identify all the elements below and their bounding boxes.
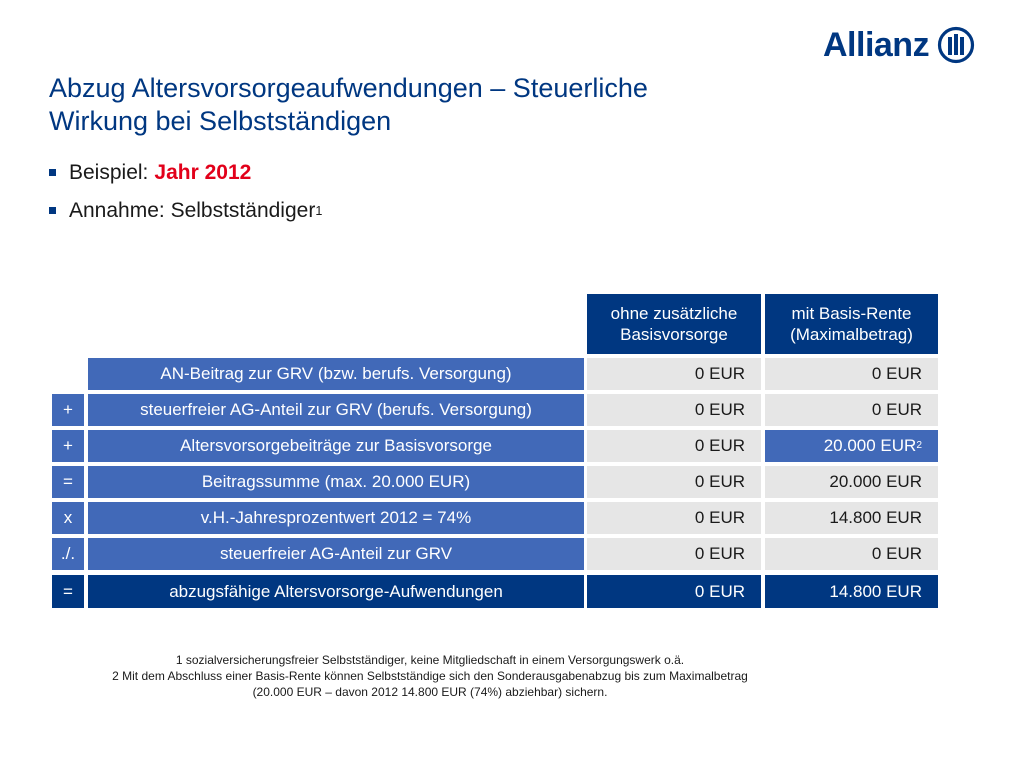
row-label: Beitragssumme (max. 20.000 EUR) (88, 466, 584, 498)
bullet-assumption: Annahme: Selbstständiger 1 (49, 198, 322, 224)
row-value-with: 0 EUR (765, 394, 938, 426)
brand-name: Allianz (823, 26, 930, 64)
row-value-without: 0 EUR (587, 358, 761, 390)
row-operator: + (52, 394, 84, 426)
row-value-without: 0 EUR (587, 394, 761, 426)
allianz-eagle-icon (937, 26, 975, 64)
row-operator: x (52, 502, 84, 534)
footnote-2: 2 Mit dem Abschluss einer Basis-Rente können Selbstständige sich den Sonderausgabenabzug bis zum Maximalbetrag (112, 669, 748, 683)
square-bullet-icon (49, 169, 56, 176)
footnotes (40, 652, 820, 700)
row-value-with: 20.000 EUR 2 (765, 430, 938, 462)
col-header-without-line2: Basisvorsorge (620, 325, 728, 344)
row-label: v.H.-Jahresprozentwert 2012 = 74% (88, 502, 584, 534)
allianz-logo (823, 26, 975, 64)
row-label: steuerfreier AG-Anteil zur GRV (berufs. Versorgung) (88, 394, 584, 426)
page-title (49, 72, 809, 138)
row-value-with: 0 EUR (765, 358, 938, 390)
row-operator: = (52, 466, 84, 498)
row-value-without: 0 EUR (587, 430, 761, 462)
row-label: Altersvorsorgebeiträge zur Basisvorsorge (88, 430, 584, 462)
col-header-with-line1: mit Basis-Rente (791, 304, 912, 323)
bullet-example (49, 160, 322, 186)
bullet-assumption-text: Annahme: Selbstständiger (69, 199, 316, 222)
result-value-without: 0 EUR (587, 575, 761, 608)
col-header-without-line1: ohne zusätzliche (610, 304, 738, 323)
col-header-without (587, 294, 761, 354)
row-value-with: 20.000 EUR (765, 466, 938, 498)
square-bullet-icon (49, 207, 56, 214)
row-label: steuerfreier AG-Anteil zur GRV (88, 538, 584, 570)
col-header-with (765, 294, 938, 354)
row-operator: + (52, 430, 84, 462)
bullet-example-year: Jahr 2012 (154, 161, 252, 184)
row-operator: ./. (52, 538, 84, 570)
row-value-without: 0 EUR (587, 466, 761, 498)
title-line-2: Wirkung bei Selbstständigen (49, 106, 392, 136)
row-value-with: 0 EUR (765, 538, 938, 570)
result-operator: = (52, 575, 84, 608)
footnote-1: 1 sozialversicherungsfreier Selbstständiger, keine Mitgliedschaft in einem Versorgungswerk o.ä. (175, 653, 685, 667)
result-label: abzugsfähige Altersvorsorge-Aufwendungen (88, 575, 584, 608)
row-value-without: 0 EUR (587, 538, 761, 570)
row-value-with-amount: 20.000 EUR (823, 436, 917, 455)
footnote-2-continued: (20.000 EUR – davon 2012 14.800 EUR (74%) abziehbar) sichern. (252, 685, 608, 699)
bullet-example-text: Beispiel: (69, 161, 149, 184)
row-label: AN-Beitrag zur GRV (bzw. berufs. Versorgung) (88, 358, 584, 390)
title-line-1: Abzug Altersvorsorgeaufwendungen – Steuerliche (49, 73, 648, 103)
row-value-without: 0 EUR (587, 502, 761, 534)
bullet-list (49, 160, 322, 236)
col-header-with-line2: (Maximalbetrag) (790, 325, 913, 344)
row-value-with: 14.800 EUR (765, 502, 938, 534)
result-value-with: 14.800 EUR (765, 575, 938, 608)
